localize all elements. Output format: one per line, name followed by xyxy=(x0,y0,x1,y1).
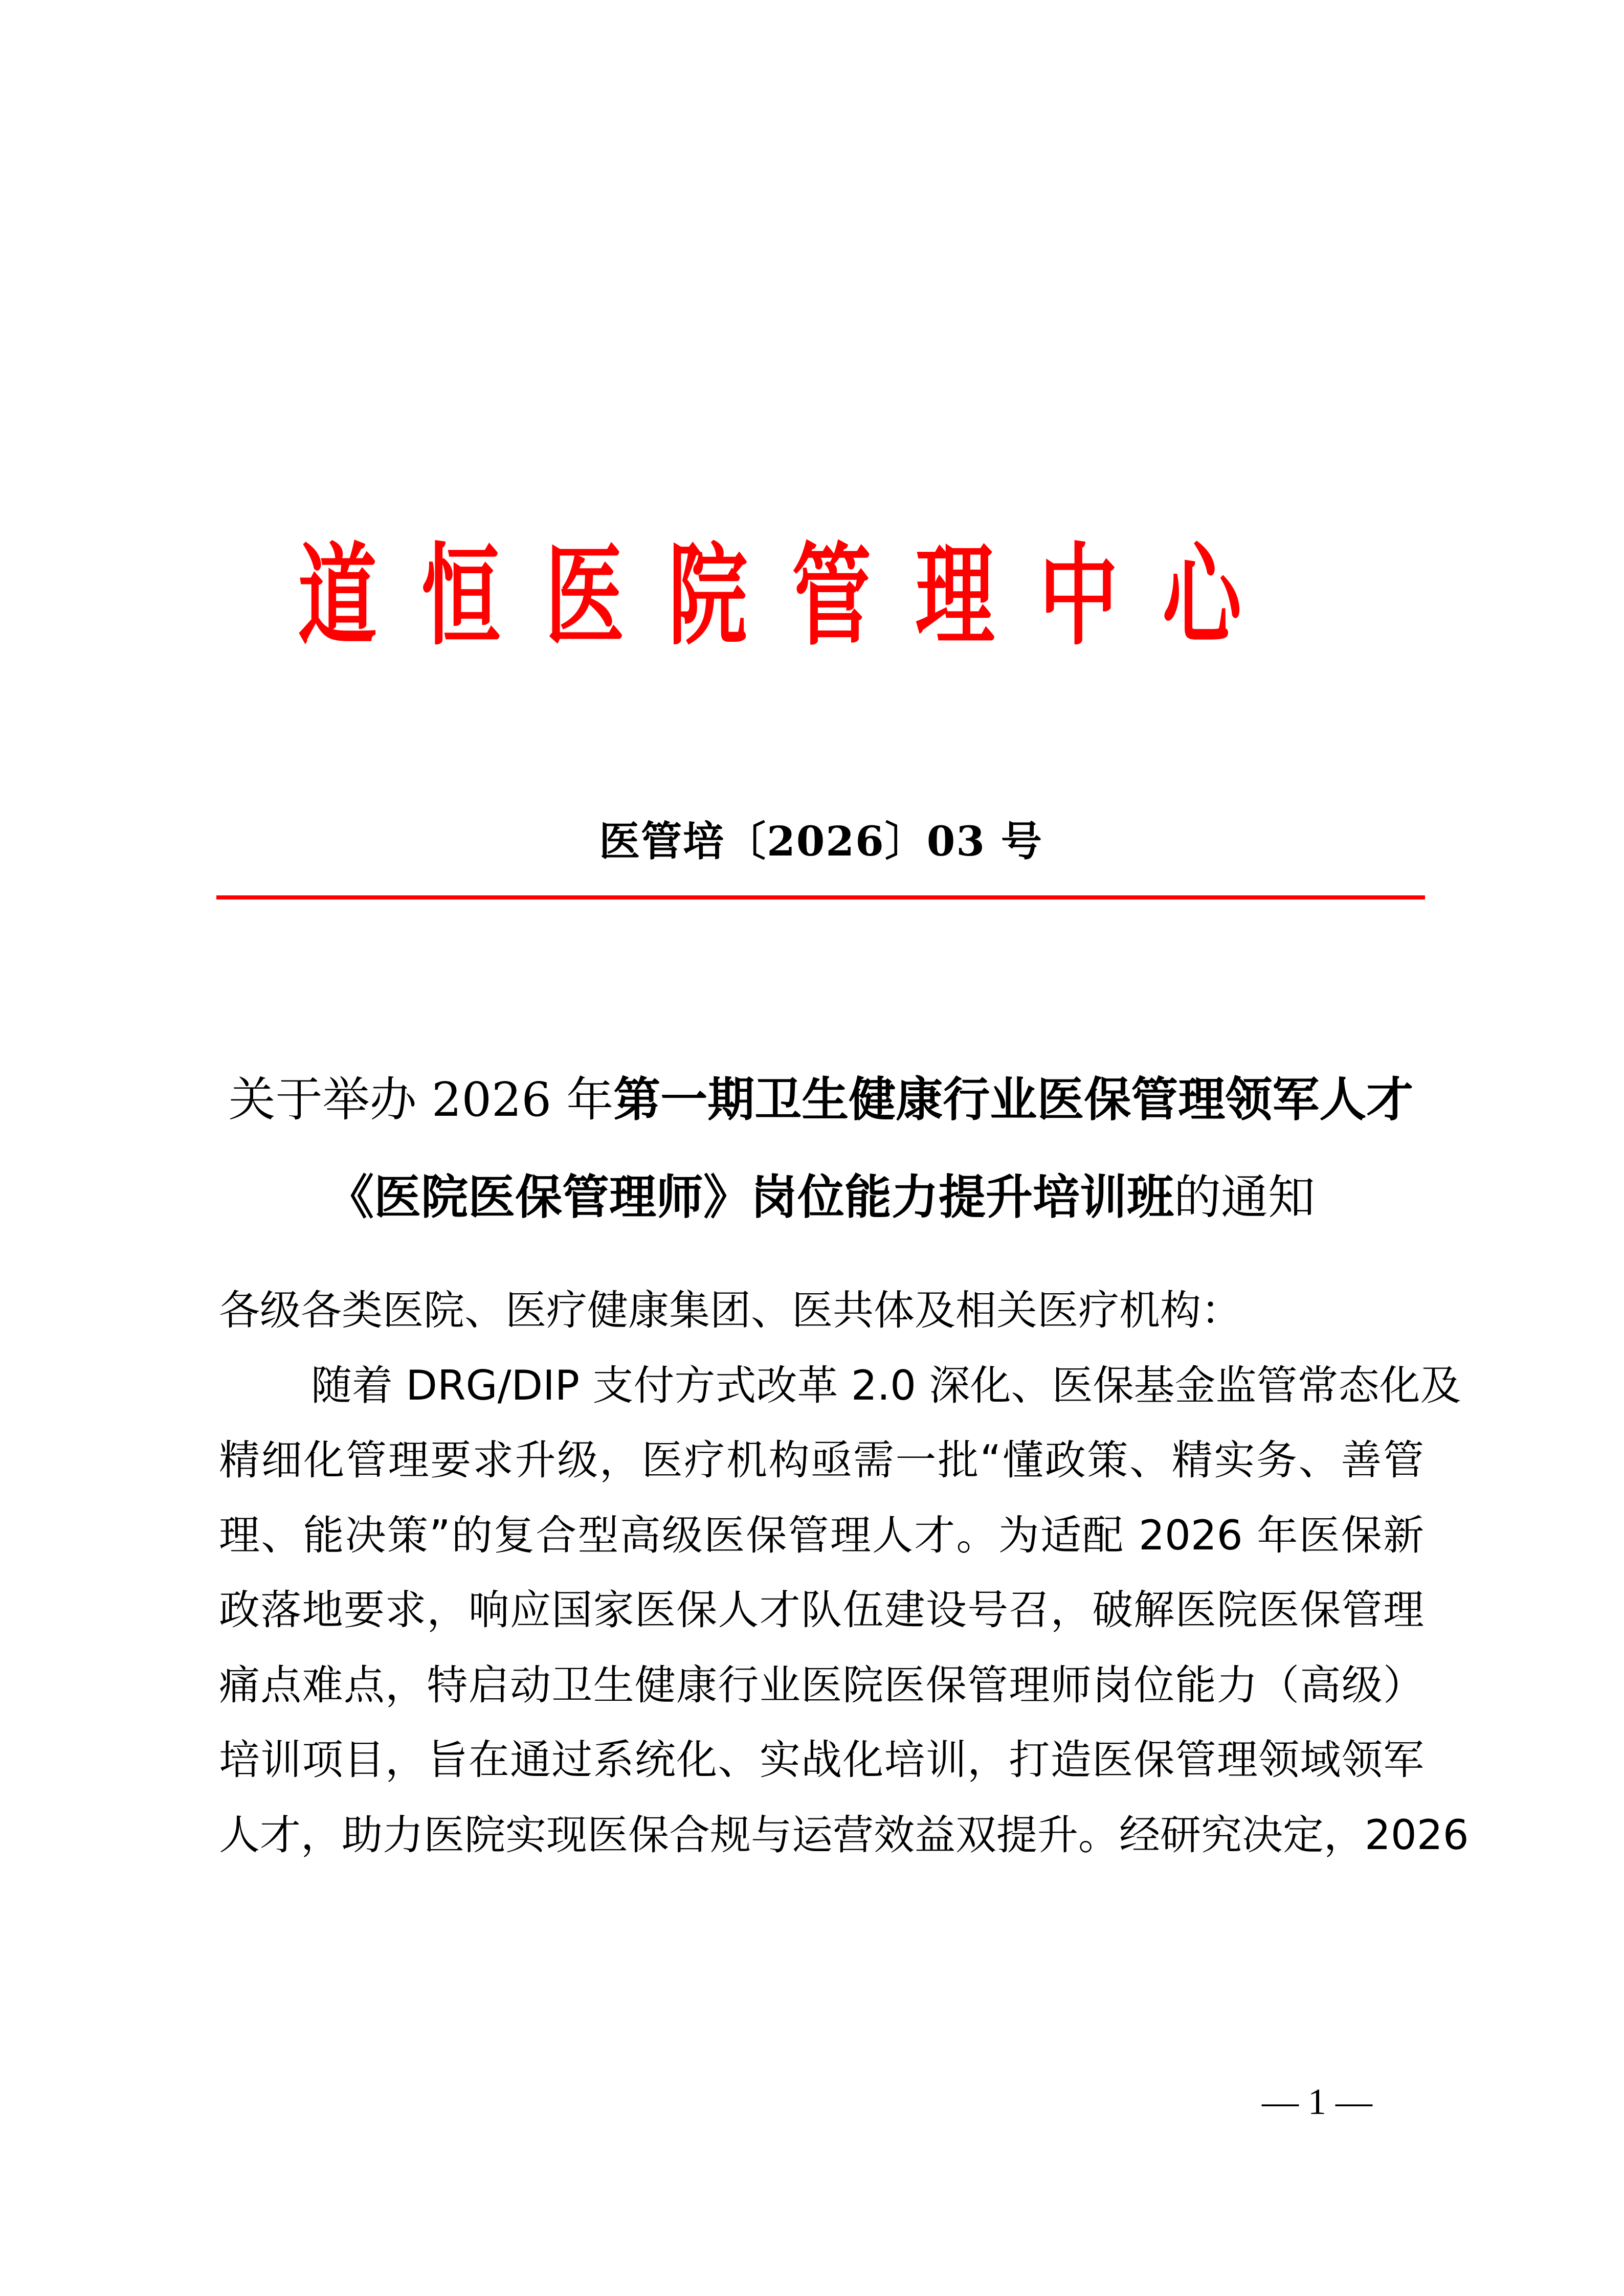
body-line: 随着 DRG/DIP 支付方式改革 2.0 深化、医保基金监管常态化及 xyxy=(311,1361,1461,1409)
page-number: — 1 — xyxy=(1262,2081,1372,2122)
masthead-char: 中 xyxy=(1038,531,1118,660)
title-line-2 xyxy=(205,1149,1437,1246)
masthead-char: 医 xyxy=(545,531,625,660)
red-divider-rule xyxy=(216,895,1425,899)
document-number: 医管培〔2026〕03 号 xyxy=(599,817,1043,865)
body-line: 理、能决策”的复合型高级医保管理人才。为适配 2026 年医保新 xyxy=(219,1511,1424,1559)
masthead-char: 道 xyxy=(298,531,377,660)
body-line: 培训项目，旨在通过系统化、实战化培训，打造医保管理领域领军 xyxy=(219,1736,1424,1784)
title-prefix: 关于举办 2026 年 xyxy=(228,1072,614,1127)
notice-body xyxy=(219,1273,1469,1873)
masthead-char: 理 xyxy=(915,531,995,660)
body-line: 政落地要求，响应国家医保人才队伍建设号召，破解医院医保管理 xyxy=(219,1586,1424,1634)
notice-title xyxy=(205,1051,1437,1246)
body-line: 痛点难点，特启动卫生健康行业医院医保管理师岗位能力（高级） xyxy=(219,1661,1424,1709)
masthead-char: 恒 xyxy=(421,531,501,660)
title-suffix: 的通知 xyxy=(1174,1170,1316,1225)
title-bold-part-1: 第一期卫生健康行业医保管理领军人才 xyxy=(613,1072,1414,1127)
masthead-char: 管 xyxy=(792,531,871,660)
masthead-char: 院 xyxy=(668,531,748,660)
title-line-1 xyxy=(205,1051,1437,1149)
salutation: 各级各类医院、医疗健康集团、医共体及相关医疗机构： xyxy=(219,1287,1242,1334)
masthead-char: 心 xyxy=(1162,531,1242,660)
title-bold-part-2: 《医院医保管理师》岗位能力提升培训班 xyxy=(326,1169,1174,1225)
body-line: 人才，助力医院实现医保合规与运营效益双提升。经研究决定，2026 xyxy=(219,1811,1469,1859)
masthead-title xyxy=(286,531,1242,660)
body-line: 精细化管理要求升级，医疗机构亟需一批“懂政策、精实务、善管 xyxy=(219,1436,1424,1484)
